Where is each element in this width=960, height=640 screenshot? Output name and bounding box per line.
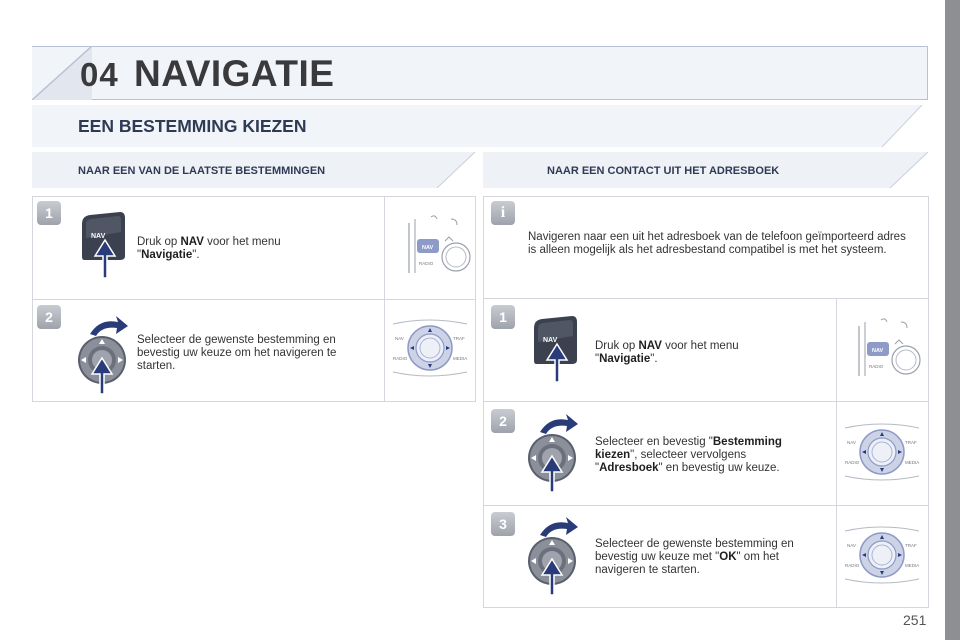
right-thumb-divider [836, 298, 837, 608]
nav-button-icon [78, 212, 128, 278]
svg-text:NAV: NAV [872, 348, 884, 354]
step-badge-1: 1 [37, 201, 61, 225]
page-edge-tab [945, 0, 960, 640]
svg-text:TRAF: TRAF [905, 543, 917, 548]
step-badge-1: 1 [491, 305, 515, 329]
svg-text:NAV: NAV [395, 336, 404, 341]
right-step-divider-2 [483, 505, 929, 506]
svg-text:NAV: NAV [847, 440, 856, 445]
left-thumb-divider [384, 196, 385, 402]
console-knob-thumbnail [841, 418, 923, 486]
svg-text:TRAF: TRAF [905, 440, 917, 445]
rotary-knob-icon [72, 314, 132, 394]
svg-text:RADIO: RADIO [393, 356, 408, 361]
info-badge: i [491, 201, 515, 225]
step-badge-3: 3 [491, 512, 515, 536]
right-step-divider-1 [483, 401, 929, 402]
svg-text:RADIO: RADIO [845, 563, 860, 568]
right-column-heading: NAAR EEN CONTACT UIT HET ADRESBOEK [547, 165, 780, 177]
svg-text:MEDIA: MEDIA [905, 460, 920, 465]
svg-text:NAV: NAV [847, 543, 856, 548]
console-nav-thumbnail [401, 213, 471, 279]
page-number: 251 [903, 612, 927, 628]
nav-button-label: NAV [91, 233, 106, 240]
right-step-2-text: Selecteer en bevestig "Bestemming kiezen", selecteer vervolgens "Adresboek" en bevestig uw keuze. [595, 436, 782, 474]
right-step-3-text: Selecteer de gewenste bestemming en bevestig uw keuze met "OK" om het navigeren te starten. [595, 538, 794, 576]
curved-arrow-icon [90, 316, 128, 336]
console-nav-thumbnail [851, 316, 921, 382]
step-badge-2: 2 [491, 409, 515, 433]
curved-arrow-icon [540, 517, 578, 537]
svg-text:MEDIA: MEDIA [453, 356, 468, 361]
svg-text:TRAF: TRAF [453, 336, 465, 341]
right-info-divider [483, 298, 929, 299]
svg-text:NAV: NAV [422, 245, 434, 251]
rotary-knob-icon [522, 412, 582, 492]
svg-text:RADIO: RADIO [845, 460, 860, 465]
curved-arrow-icon [540, 414, 578, 434]
svg-text:RADIO: RADIO [869, 364, 884, 369]
nav-button-icon [530, 316, 580, 382]
svg-text:MEDIA: MEDIA [905, 563, 920, 568]
svg-text:RADIO: RADIO [419, 261, 434, 266]
section-title: EEN BESTEMMING KIEZEN [78, 116, 307, 136]
left-step-1-text: Druk op NAV voor het menu "Navigatie". [137, 236, 281, 261]
left-step-divider [32, 299, 476, 300]
nav-button-label: NAV [543, 337, 558, 344]
chapter-number: 04 [80, 56, 119, 93]
console-knob-thumbnail [841, 521, 923, 589]
left-column-heading: NAAR EEN VAN DE LAATSTE BESTEMMINGEN [78, 165, 326, 177]
rotary-knob-icon [522, 515, 582, 595]
left-step-2-text: Selecteer de gewenste bestemming en bevestig uw keuze om het navigeren te starten. [137, 334, 337, 372]
step-badge-2: 2 [37, 305, 61, 329]
right-step-1-text: Druk op NAV voor het menu "Navigatie". [595, 340, 739, 365]
info-text: Navigeren naar een uit het adresboek van de telefoon geïmporteerd adres is alleen mogelijk als het adresbestand compatibel is met het systeem. [528, 231, 906, 256]
console-knob-thumbnail [389, 314, 471, 382]
chapter-title: NAVIGATIE [134, 53, 335, 94]
